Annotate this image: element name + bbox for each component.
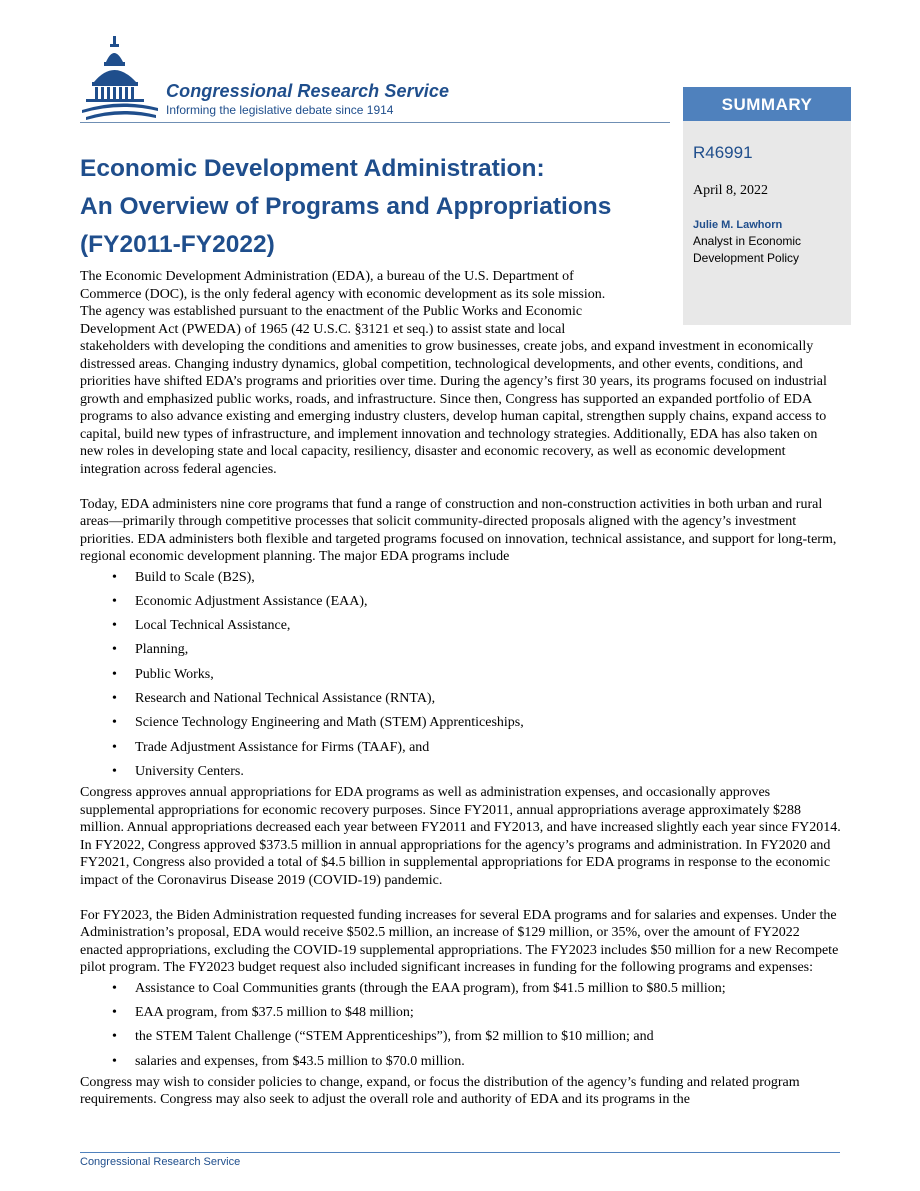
list-item [80,614,842,638]
intro-continuation: stakeholders with developing the conditions and amenities to grow businesses, create jobs, and expand investment in economically distressed areas. Changing industry dynamics, global competition, technological developments, and other events, conditions, and priorities have shifted EDA’s programs and priorities over time. During the agency’s first 30 years, its programs focused on industrial growth and emphasized public works, roads, and infrastructure. Since then, Congress has supported an expanded portfolio of EDA programs to also advance existing and emerging industry clusters, develop human capital, strengthen supply chains, expand access to capital, build new types of infrastructure, and implement innovation and technology strategies. Additionally, EDA has also taken on new roles in developing state and local capacity, resiliency, disaster and economic recovery, as well as economic development integration across federal agencies. [80,339,827,477]
list-item-text: Public Works, [135,666,214,682]
list-item-text: Local Technical Assistance, [135,618,291,634]
list-item-text: Economic Adjustment Assistance (EAA), [135,593,368,609]
bullet-dot-icon: • [112,980,117,996]
footer-divider [80,1152,840,1153]
org-name: Congressional Research Service [166,81,450,101]
increase-list [80,977,842,1074]
author-name: Julie M. Lawhorn [693,219,783,231]
title-line-1: Economic Development Administration: [80,155,545,182]
list-item-text: the STEM Talent Challenge (“STEM Apprenticeships”), from $2 million to $10 million; and [135,1029,654,1045]
summary-tab: SUMMARY [683,87,851,121]
paragraph-appropriations: Congress approves annual appropriations for EDA programs as well as administration expenses, and occasionally approves supplemental appropriations for economic recovery purposes. Since FY2011, annual appropriations average approximately $288 million. Annual appropriations decreased each year between FY2011 and FY2013, and have increased slightly each year since FY2014. In FY2022, Congress approved $373.5 million in annual appropriations for the agency’s programs and administration. In FY2020 and FY2021, Congress also provided a total of $4.5 billion in supplemental appropriations for EDA programs in response to the economic impact of the Coronavirus Disease 2019 (COVID-19) pandemic. [80,785,841,888]
bullet-dot-icon: • [112,666,117,682]
list-item [80,760,842,784]
paragraph-intro [80,268,842,478]
paragraph-programs: Today, EDA administers nine core programs that fund a range of construction and non-construction activities in both urban and rural areas—primarily through competitive processes that solicit community-directed proposals aligned with the agency’s investment priorities. EDA administers both flexible and targeted programs focused on innovation, technical assistance, and support for long-term, regional economic development planning. The major EDA programs include [80,496,837,564]
list-item [80,1050,842,1074]
bullet-dot-icon: • [112,642,117,658]
list-item [80,736,842,760]
bullet-dot-icon: • [112,1004,117,1020]
author-title: Analyst in Economic Development Policy [693,234,802,265]
title-line-2: An Overview of Programs and Appropriations [80,193,612,220]
bullet-dot-icon: • [112,1029,117,1045]
program-list [80,566,842,785]
header-divider [80,122,670,123]
bullet-dot-icon: • [112,1053,117,1069]
capitol-dome-icon [80,32,162,122]
paragraph-fy2023-request: For FY2023, the Biden Administration requested funding increases for several EDA programs and for salaries and expenses. Under the Administration’s proposal, EDA would receive $502.5 million, an increase of $129 million, or 35%, over the amount of FY2022 enacted appropriations, excluding the COVID-19 supplemental appropriations. The FY2023 includes $50 million for a new Recompete pilot program. The FY2023 budget request also included significant increases in funding for the following programs and expenses: [80,907,839,976]
intro-line: Development Act (PWEDA) of 1965 (42 U.S.C. §3121 et seq.) to assist state and local [80,321,566,337]
list-item-text: EAA program, from $37.5 million to $48 million; [135,1004,414,1020]
list-item-text: Science Technology Engineering and Math (STEM) Apprenticeships, [135,715,524,731]
list-item-text: Assistance to Coal Communities grants (through the EAA program), from $41.5 million to $80.5 million; [135,980,726,996]
bullet-dot-icon: • [112,739,117,755]
list-item [80,687,842,711]
bullet-dot-icon: • [112,690,117,706]
list-item-text: Planning, [135,642,189,658]
list-item [80,638,842,662]
bullet-dot-icon: • [112,618,117,634]
bullet-dot-icon: • [112,569,117,585]
list-item [80,1025,842,1049]
title-line-3: (FY2011-FY2022) [80,231,275,258]
list-item-text: salaries and expenses, from $43.5 million to $70.0 million. [135,1053,465,1069]
list-item [80,663,842,687]
list-item-text: University Centers. [135,763,244,779]
report-number: R46991 [693,143,753,162]
list-item-text: Research and National Technical Assistance (RNTA), [135,690,436,706]
list-item [80,566,842,590]
list-item-text: Build to Scale (B2S), [135,569,255,585]
crs-logo [80,32,480,124]
intro-line: The agency was established pursuant to the enactment of the Public Works and Economic [80,304,583,319]
list-item [80,711,842,735]
list-item [80,1001,842,1025]
bullet-dot-icon: • [112,763,117,779]
bullet-dot-icon: • [112,715,117,731]
intro-line: Commerce (DOC), is the only federal agency with economic development as its sole mission. [80,286,606,302]
page-title [80,150,611,264]
list-item-text: Trade Adjustment Assistance for Firms (TAAF), and [135,739,430,755]
footer-org-name: Congressional Research Service [80,1156,241,1168]
summary-body [80,268,842,1109]
org-tagline: Informing the legislative debate since 1914 [166,103,394,117]
paragraph-policy-options: Congress may wish to consider policies to change, expand, or focus the distribution of the agency’s funding and related program requirements. Congress may also seek to adjust the overall role and authority of EDA and its programs in the [80,1074,800,1108]
report-date: April 8, 2022 [693,183,769,198]
list-item [80,590,842,614]
list-item [80,977,842,1001]
bullet-dot-icon: • [112,593,117,609]
intro-line: The Economic Development Administration (EDA), a bureau of the U.S. Department of [80,269,574,284]
